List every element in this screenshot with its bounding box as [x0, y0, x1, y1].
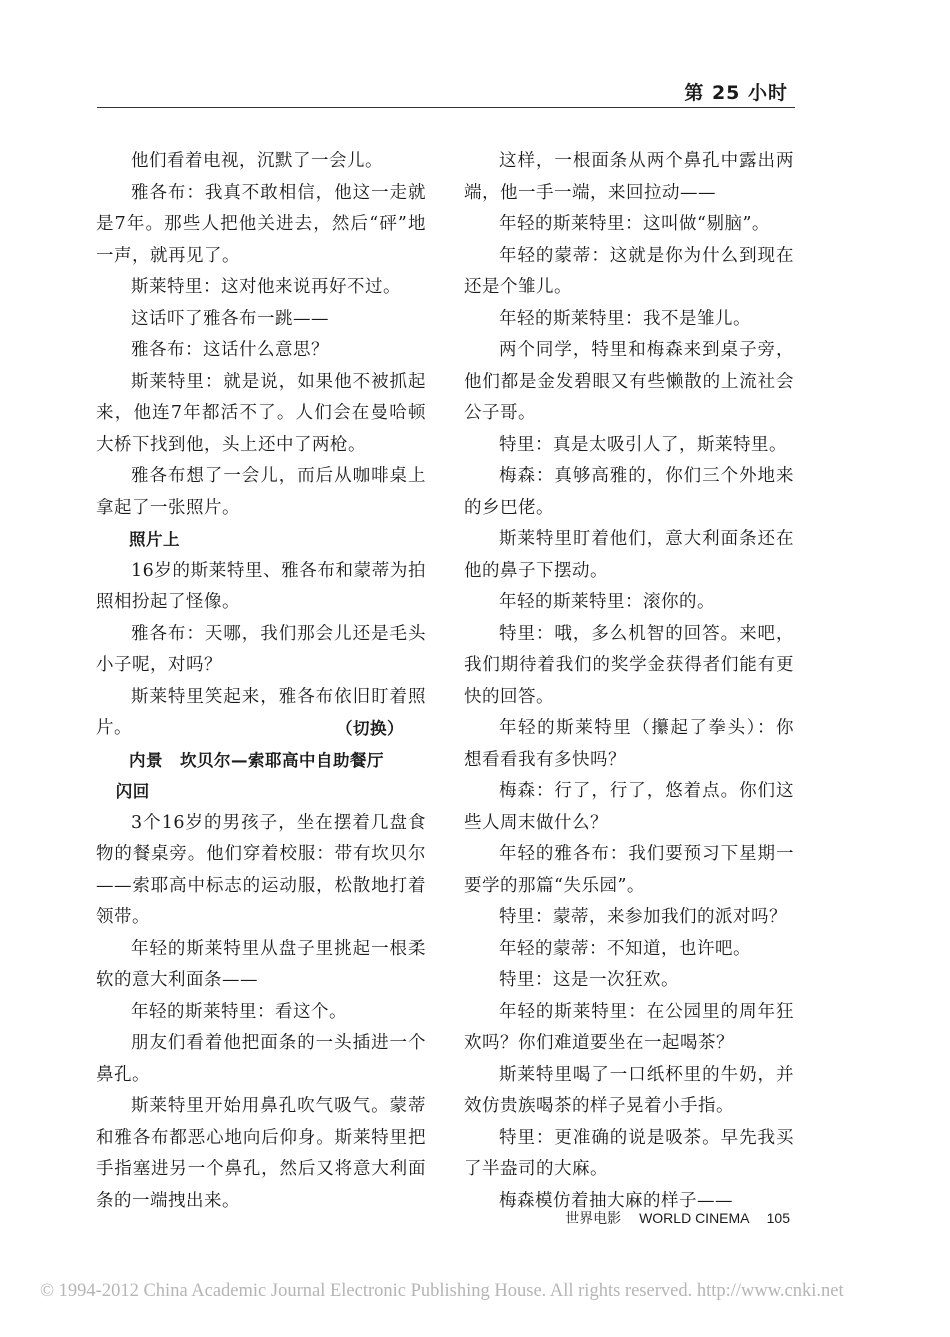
paragraph: 朋友们看着他把面条的一头插进一个鼻孔。 [96, 1033, 426, 1085]
paragraph: 年轻的斯莱特里（攥起了拳头）：你想看看我有多快吗？ [464, 718, 794, 770]
paragraph: 雅各布：这话什么意思？ [131, 340, 329, 360]
paragraph: 特里：蒙蒂，来参加我们的派对吗？ [499, 907, 787, 927]
paragraph: 年轻的斯莱特里：看这个。 [131, 1001, 347, 1022]
page-number: 105 [766, 1210, 790, 1226]
paragraph: 年轻的斯莱特里从盘子里挑起一根柔软的意大利面条—— [96, 938, 426, 990]
paragraph: 斯莱特里：就是说，如果他不被抓起来，他连7年都活不了。人们会在曼哈顿大桥下找到他，头上还中了两枪。 [96, 371, 426, 455]
paragraph: 这样，一根面条从两个鼻孔中露出两端，他一手一端，来回拉动—— [464, 151, 794, 203]
paragraph: 年轻的斯莱特里：我不是雏儿。 [499, 308, 751, 329]
paragraph: 年轻的雅各布：我们要预习下星期一要学的那篇“失乐园”。 [464, 844, 794, 896]
paragraph: 3个16岁的男孩子，坐在摆着几盘食物的餐桌旁。他们穿着校服：带有坎贝尔——索耶高中标志的运动服，松散地打着领带。 [96, 812, 426, 927]
header-rule [97, 107, 795, 108]
paragraph: 特里：更准确的说是吸茶。早先我买了半盎司的大麻。 [464, 1127, 794, 1179]
paragraph: 年轻的斯莱特里：在公园里的周年狂欢吗？你们难道要坐在一起喝茶？ [464, 1001, 794, 1053]
paragraph: 年轻的蒙蒂：不知道，也许吧。 [499, 938, 751, 959]
running-header-title: 第 25 小时 [684, 82, 788, 104]
page-footer [551, 1208, 790, 1228]
paragraph: 雅各布想了一会儿，而后从咖啡桌上拿起了一张照片。 [96, 466, 426, 518]
paragraph: 特里：哦，多么机智的回答。来吧，我们期待着我们的奖学金获得者们能有更快的回答。 [464, 623, 794, 707]
paragraph: 年轻的斯莱特里：滚你的。 [499, 592, 715, 612]
paragraph: 这话吓了雅各布一跳—— [131, 308, 329, 329]
paragraph: 梅森：行了，行了，悠着点。你们这些人周末做什么？ [464, 781, 794, 833]
paragraph: 特里：真是太吸引人了，斯莱特里。 [499, 434, 787, 455]
paragraph-text: 斯莱特里笑起来，雅各布依旧盯着照片。 [96, 686, 426, 738]
paragraph: 梅森模仿着抽大麻的样子—— [499, 1190, 733, 1211]
paragraph: 斯莱特里喝了一口纸杯里的牛奶，并效仿贵族喝茶的样子晃着小手指。 [464, 1064, 794, 1116]
paragraph: 特里：这是一次狂欢。 [499, 970, 679, 990]
magazine-name-en: WORLD CINEMA [639, 1210, 749, 1226]
paragraph: 雅各布：我真不敢相信，他这一走就是7年。那些人把他关进去，然后“砰”地一声，就再见了。 [96, 182, 426, 266]
paragraph: 斯莱特里：这对他来说再好不过。 [131, 277, 401, 297]
paragraph-with-cut [96, 682, 426, 745]
copyright-watermark: © 1994-2012 China Academic Journal Electronic Publishing House. All rights reserved. http://www.cnki.net [40, 1281, 844, 1301]
paragraph: 年轻的斯莱特里：这叫做“剔脑”。 [499, 214, 770, 234]
paragraph: 斯莱特里开始用鼻孔吹气吸气。蒙蒂和雅各布都恶心地向后仰身。斯莱特里把手指塞进另一个鼻孔，然后又将意大利面条的一端拽出来。 [96, 1096, 426, 1211]
scene-heading: 内景 坎贝尔—索耶高中自助餐厅 [129, 750, 384, 770]
insert-heading: 照片上 [129, 530, 180, 549]
paragraph: 斯莱特里盯着他们，意大利面条还在他的鼻子下摆动。 [464, 529, 794, 581]
left-column [96, 146, 426, 1217]
paragraph: 雅各布：天哪，我们那会儿还是毛头小子呢，对吗？ [96, 623, 426, 675]
cut-transition: （切换） [336, 719, 404, 738]
paragraph: 他们看着电视，沉默了一会儿。 [131, 151, 383, 171]
scene-heading-flashback: 闪回 [115, 782, 150, 801]
paragraph: 梅森：真够高雅的，你们三个外地来的乡巴佬。 [464, 466, 794, 518]
magazine-name-cn: 世界电影 [565, 1210, 622, 1226]
paragraph: 16岁的斯莱特里、雅各布和蒙蒂为拍照相扮起了怪像。 [96, 560, 426, 612]
paragraph: 年轻的蒙蒂：这就是你为什么到现在还是个雏儿。 [464, 245, 794, 297]
paragraph: 两个同学，特里和梅森来到桌子旁，他们都是金发碧眼又有些懒散的上流社会公子哥。 [464, 340, 794, 423]
right-column [464, 146, 794, 1217]
